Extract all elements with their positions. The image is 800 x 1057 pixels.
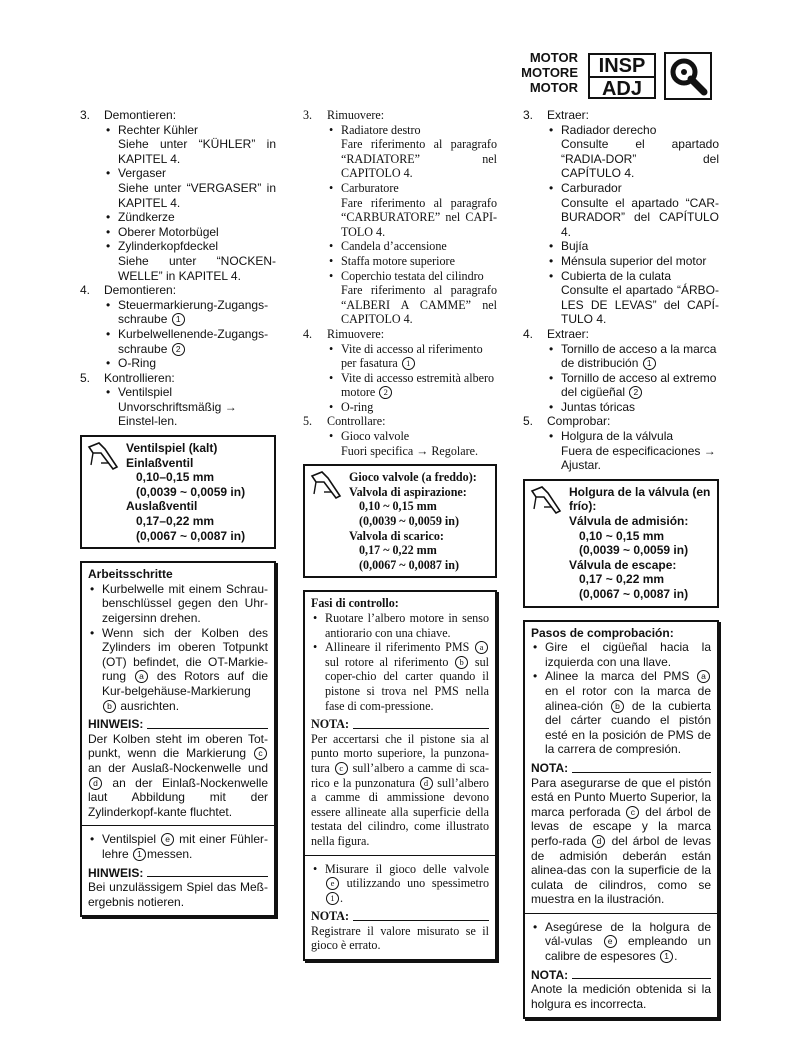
step-number: 3.: [303, 108, 313, 122]
callout-marker: 1: [660, 950, 673, 963]
step-title: Comprobar:: [547, 414, 611, 429]
step-number: 5.: [80, 370, 91, 385]
item-reference: Fare riferimento al paragrafo “RADIATORE” nel CAPITOLO 4.: [341, 137, 497, 181]
step-4: [303, 327, 497, 415]
divider: [82, 825, 274, 826]
step-title: Demontieren:: [104, 283, 177, 298]
item-label: Zylinderkopfdeckel: [118, 239, 219, 254]
item-reference: Siehe unter “KÜHLER” in KAPITEL 4.: [118, 137, 276, 166]
step-3: [80, 108, 276, 283]
note-text: [531, 776, 711, 907]
list-item: [106, 327, 276, 356]
list-item: [329, 123, 497, 138]
list-item: [549, 181, 719, 196]
procedure-item: [313, 862, 489, 906]
spec-intake-mm: 0,10 ~ 0,15 mm: [579, 528, 665, 543]
column-spanish: [523, 108, 719, 1019]
item-label: Carburador: [561, 180, 622, 195]
item-label: Ménsula superior del motor: [561, 253, 707, 268]
step-number: 5.: [523, 414, 534, 429]
step-number: 3.: [523, 108, 534, 122]
list-item: [106, 298, 276, 327]
wrench-inspection-icon: [664, 52, 712, 100]
list-item: [106, 239, 276, 254]
spec-intake-in: (0,0039 ~ 0,0059 in): [359, 514, 460, 529]
list-item: [329, 239, 497, 254]
procedure-text: Misurare il gioco delle valvole: [325, 861, 489, 876]
callout-marker: 1: [172, 313, 185, 326]
item-label: Zündkerze: [118, 210, 175, 225]
procedure-item: [313, 640, 489, 713]
callout-marker: e: [326, 877, 339, 890]
header-word-de: MOTOR: [529, 50, 578, 65]
spec-intake-in: (0,0039 ~ 0,0059 in): [136, 484, 246, 499]
procedure-item: • Gire el cigüeñal hacia la izquierda con una llave.: [533, 640, 711, 669]
item-label: Staffa motore superiore: [341, 253, 455, 268]
spec-exhaust-mm: 0,17 ~ 0,22 mm: [579, 572, 665, 587]
step-number: 4.: [303, 326, 313, 341]
item-label: Bujía: [561, 239, 589, 254]
item-label: Steuermarkierung-Zugangs-schraube: [118, 297, 269, 327]
item-label: Tornillo de acceso a la marca de distribución: [561, 341, 717, 371]
list-item: [329, 429, 497, 444]
callout-marker: a: [475, 641, 488, 654]
header-word-es: MOTOR: [529, 80, 578, 95]
specification-box: [523, 479, 719, 608]
procedure-text: sul rotore al riferimento: [325, 654, 449, 669]
specification-wrench-icon: [87, 441, 121, 471]
step-title: Demontieren:: [104, 108, 177, 122]
list-item: [329, 254, 497, 269]
procedure-text: Wenn sich der Kolben des Zylinders im oberen Totpunkt (OT) befindet, die OT-Markie-rung: [102, 625, 268, 684]
list-item: [329, 371, 497, 400]
item-label: Rechter Kühler: [118, 122, 199, 137]
list-item: [549, 342, 719, 371]
list-item: [329, 269, 497, 284]
callout-marker: 2: [379, 386, 392, 399]
procedure-item: [533, 669, 711, 757]
step-4: [523, 327, 719, 415]
item-reference: Fare riferimento al paragrafo “ALBERI A CAMME” nel CAPITOLO 4.: [341, 283, 497, 327]
procedure-item: • Ruotare l’albero motore in senso antiorario con una chiave.: [313, 611, 489, 640]
item-reference: Consulte el apartado “RADIA-DOR” del CAPÍTULO 4.: [561, 137, 719, 181]
list-item: [106, 166, 276, 181]
spec-intake-mm: 0,10 ~ 0,15 mm: [359, 499, 437, 514]
list-item: [329, 342, 497, 371]
note-heading: NOTA:: [311, 717, 489, 732]
item-label: O-Ring: [118, 356, 157, 371]
procedure-title: Pasos de comprobación:: [531, 625, 674, 640]
list-item: [329, 400, 497, 415]
list-item: [549, 239, 719, 254]
spec-exhaust-label: Valvola di scarico:: [349, 528, 444, 543]
spec-intake-in: (0,0039 ~ 0,0059 in): [579, 543, 689, 558]
header-word-it: MOTORE: [521, 65, 578, 80]
procedure-text: mit einer Fühler-lehre: [102, 832, 268, 861]
callout-marker: 2: [172, 343, 185, 356]
procedure-text: sul coper-chio del carter quando il pistone si trova nel PMS nella fase di com-pressione.: [325, 654, 489, 713]
note-heading: HINWEIS:: [88, 866, 268, 881]
list-item: [106, 385, 276, 400]
spec-exhaust-in: (0,0067 ~ 0,0087 in): [579, 587, 689, 601]
spec-title: Holgura de la válvula (en frío):: [569, 484, 711, 514]
step-5: [303, 414, 497, 458]
item-reference: Consulte el apartado “CAR-BURADOR” del CAPÍTULO 4.: [561, 195, 719, 239]
callout-marker: a: [135, 670, 148, 683]
list-item: [549, 371, 719, 400]
item-reference: Fuori specifica → Regolare.: [341, 443, 479, 458]
procedure-text: messen.: [147, 846, 193, 861]
item-reference: Fuera de especificaciones → Ajustar.: [561, 443, 716, 473]
callout-marker: b: [103, 700, 116, 713]
item-label: Coperchio testata del cilindro: [341, 268, 484, 283]
step-number: 4.: [80, 283, 91, 298]
item-label: Candela d’accensione: [341, 239, 447, 254]
item-label: Kurbelwellenende-Zugangs-schraube: [118, 326, 269, 356]
note-fragment: del árbol de levas de admisión deberán están alinea-das con la superficie de la culata de cilindros, como se muestra en la ilustración.: [531, 833, 711, 907]
procedure-text: Asegúrese de la holgura de vál-vulas: [545, 919, 711, 949]
chapter-header: [470, 50, 578, 95]
note-text: Anote la medición obtenida si la holgura es incorrecta.: [531, 982, 711, 1011]
step-title: Rimuovere:: [327, 326, 385, 341]
list-item: [549, 123, 719, 138]
list-item: [549, 269, 719, 284]
step-5: [523, 414, 719, 472]
item-reference: Unvorschriftsmäßig → Einstel-len.: [118, 399, 237, 429]
procedure-text: ausrichten.: [120, 698, 180, 713]
step-number: 5.: [303, 414, 313, 429]
specification-box: [80, 435, 276, 549]
step-4: [80, 283, 276, 371]
callout-marker: e: [161, 833, 174, 846]
item-label: Carburatore: [341, 180, 399, 195]
spec-title: Gioco valvole (a freddo):: [349, 470, 477, 485]
note-fragment: Per accertarsi che il pistone sia al punto morto superiore, la punzona-tura: [311, 731, 489, 775]
note-fragment: an der Auslaß-Nockenwelle und: [88, 760, 268, 775]
callout-marker: b: [611, 700, 624, 713]
spec-exhaust-in: (0,0067 ~ 0,0087 in): [359, 557, 460, 572]
item-label: Oberer Motorbügel: [118, 224, 219, 239]
specification-wrench-icon: [530, 485, 564, 515]
note-fragment: del árbol de levas de escape y la marca perfo-rada: [531, 804, 711, 848]
callout-marker: d: [420, 777, 433, 790]
callout-marker: c: [626, 806, 639, 819]
item-reference: Fare riferimento al paragrafo “CARBURATORE” nel CAPI-TOLO 4.: [341, 195, 497, 239]
note-heading: NOTA:: [531, 968, 711, 983]
note-fragment: an der Einlaß-Nockenwelle laut Abbildung mit der Zylinderkopf-kante fluchtet.: [88, 775, 268, 819]
step-title: Extraer:: [547, 108, 590, 122]
item-label: O-ring: [341, 399, 374, 414]
procedure-text: empleando un calibre de espesores: [545, 934, 712, 964]
procedure-box: [80, 561, 276, 917]
callout-marker: 1: [402, 357, 415, 370]
item-label: Vite di accesso estremità albero motore: [341, 370, 495, 400]
spec-intake-label: Valvola di aspirazione:: [349, 484, 467, 499]
step-title: Controllare:: [327, 414, 386, 429]
item-label: Holgura de la válvula: [561, 429, 674, 444]
procedure-text: .: [674, 949, 678, 964]
callout-marker: 2: [629, 386, 642, 399]
item-reference: Consulte el apartado “ÁRBO-LES DE LEVAS” del CAPÍ-TULO 4.: [561, 283, 719, 327]
procedure-title: Fasi di controllo:: [311, 596, 399, 611]
item-label: Radiatore destro: [341, 122, 421, 137]
item-label: Radiador derecho: [561, 122, 657, 137]
step-3: [303, 108, 497, 327]
spec-exhaust-in: (0,0067 ~ 0,0087 in): [136, 528, 246, 543]
spec-intake-mm: 0,10–0,15 mm: [136, 470, 215, 485]
list-item: [329, 181, 497, 196]
list-item: [106, 123, 276, 138]
badge-bottom: ADJ: [590, 76, 654, 99]
spec-exhaust-label: Válvula de escape:: [569, 557, 677, 572]
list-item: [106, 225, 276, 240]
note-text: [88, 732, 268, 820]
divider: [525, 913, 717, 914]
procedure-text: .: [340, 890, 344, 905]
item-label: Tornillo de acceso al extremo del cigüeñal: [561, 370, 717, 400]
procedure-box: [303, 590, 497, 961]
spec-intake-label: Válvula de admisión:: [569, 514, 689, 529]
callout-marker: 1: [643, 357, 656, 370]
item-label: Vergaser: [118, 166, 167, 181]
step-title: Kontrollieren:: [104, 370, 175, 385]
callout-marker: c: [254, 747, 267, 760]
procedure-title: Arbeitsschritte: [88, 567, 173, 582]
procedure-text: en el rotor con la marca de alinea-ción: [545, 683, 711, 713]
procedure-box: [523, 620, 719, 1020]
item-label: Cubierta de la culata: [561, 268, 672, 283]
item-label: Ventilspiel: [118, 385, 173, 400]
callout-marker: d: [89, 777, 102, 790]
procedure-item: [90, 832, 268, 861]
procedure-item: [533, 920, 711, 964]
procedure-text: Allineare il riferimento PMS: [325, 640, 470, 655]
column-italian: [303, 108, 497, 961]
step-number: 4.: [523, 326, 534, 341]
note-fragment: Der Kolben steht im oberen Tot-punkt, wenn die Markierung: [88, 731, 268, 761]
callout-marker: c: [335, 762, 348, 775]
procedure-text: utilizzando uno spessimetro: [346, 876, 489, 891]
note-heading: NOTA:: [531, 761, 711, 776]
specification-box: [303, 464, 497, 578]
callout-marker: b: [455, 656, 468, 669]
list-item: [106, 210, 276, 225]
callout-marker: a: [697, 670, 710, 683]
note-text: Bei unzulässigem Spiel das Meß-ergebnis notieren.: [88, 880, 268, 909]
step-title: Extraer:: [547, 326, 590, 341]
item-reference: Siehe unter “NOCKEN-WELLE” in KAPITEL 4.: [118, 253, 276, 283]
item-label: Juntas tóricas: [561, 399, 636, 414]
callout-marker: 1: [326, 892, 339, 905]
note-text: Registrare il valore misurato se il gioco è errato.: [311, 923, 489, 953]
note-fragment: sull’albero a camme di sca-rico e la punzonatura: [311, 760, 489, 790]
spec-exhaust-mm: 0,17–0,22 mm: [136, 514, 215, 529]
procedure-item: [90, 626, 268, 714]
procedure-item: • Kurbelwelle mit einem Schrau-benschlüssel gegen den Uhr-zeigersinn drehen.: [90, 582, 268, 626]
step-title: Rimuovere:: [327, 108, 385, 122]
callout-marker: e: [604, 935, 617, 948]
step-number: 3.: [80, 108, 91, 122]
note-fragment: sull’albero a camme di ammissione devono essere allineate alla superficie della testata del cilindro, come illustrato nella figura.: [311, 775, 489, 848]
spec-exhaust-mm: 0,17 ~ 0,22 mm: [359, 543, 437, 558]
insp-adj-badge: [588, 53, 656, 99]
procedure-text: Ventilspiel: [102, 832, 157, 847]
badge-top: INSP: [598, 55, 646, 77]
note-heading: NOTA:: [311, 909, 489, 924]
note-heading: HINWEIS:: [88, 717, 268, 732]
step-5: [80, 371, 276, 429]
spec-intake-label: Einlaßventil: [126, 455, 194, 470]
step-3: [523, 108, 719, 327]
spec-title: Ventilspiel (kalt): [126, 441, 218, 456]
column-german: [80, 108, 276, 917]
callout-marker: d: [592, 835, 605, 848]
note-fragment: Para asegurarse de que el pistón está en Punto Muerto Superior, la marca perforada: [531, 775, 711, 819]
item-label: Gioco valvole: [341, 429, 410, 444]
item-label: Vite di accesso al riferimento per fasatura: [341, 341, 483, 371]
list-item: [106, 356, 276, 371]
list-item: [549, 254, 719, 269]
note-text: [311, 732, 489, 849]
spec-exhaust-label: Auslaßventil: [126, 499, 198, 514]
procedure-text: des Rotors auf die Kur-belgehäuse-Markierung: [102, 669, 268, 698]
item-reference: Siehe unter “VERGASER” in KAPITEL 4.: [118, 180, 276, 210]
specification-wrench-icon: [310, 470, 344, 500]
callout-marker: 1: [133, 848, 146, 861]
list-item: [549, 400, 719, 415]
procedure-text: de la cubierta del cárter cuando el pistón esté en la posición de PMS de la carrera de compresión.: [545, 698, 711, 757]
list-item: [549, 429, 719, 444]
divider: [305, 855, 495, 856]
procedure-text: Alinee la marca del PMS: [545, 669, 690, 684]
